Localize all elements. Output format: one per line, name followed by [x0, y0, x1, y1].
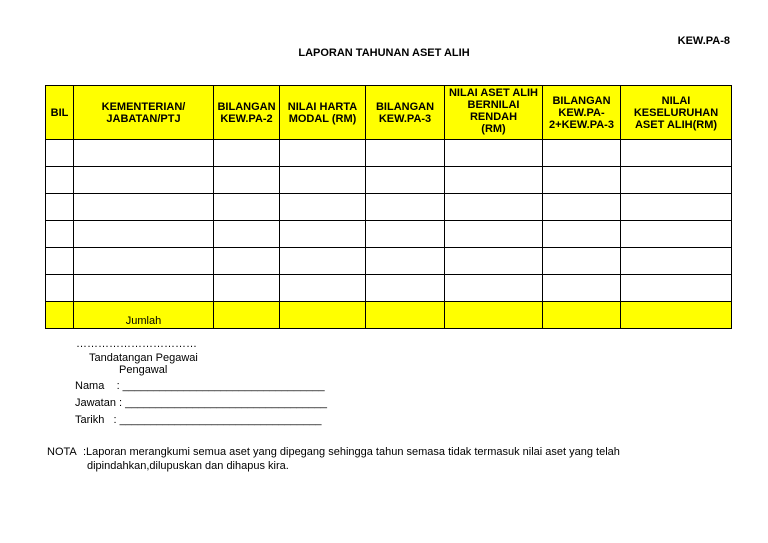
table-cell[interactable]: [46, 275, 74, 302]
table-cell[interactable]: [366, 167, 445, 194]
table-cell[interactable]: [74, 167, 214, 194]
table-cell[interactable]: [445, 194, 543, 221]
header-nilai-keseluruhan: NILAI KESELURUHAN ASET ALIH(RM): [621, 86, 732, 140]
table-cell[interactable]: [280, 140, 366, 167]
table-cell[interactable]: [445, 221, 543, 248]
signature-dots: ……………………………: [76, 338, 197, 350]
nama-field[interactable]: Nama : _________________________________: [75, 380, 325, 392]
total-cell-bil: [46, 302, 74, 329]
total-label: Jumlah: [125, 315, 162, 327]
header-bilangan-pa3: BILANGAN KEW.PA-3: [366, 86, 445, 140]
header-kementerian: KEMENTERIAN/ JABATAN/PTJ: [74, 86, 214, 140]
table-cell[interactable]: [46, 221, 74, 248]
total-cell[interactable]: [214, 302, 280, 329]
table-cell[interactable]: [445, 275, 543, 302]
note-line-1: :Laporan merangkumi semua aset yang dipegang sehingga tahun semasa tidak termasuk nilai aset yang telah: [83, 446, 620, 458]
table-cell[interactable]: [543, 275, 621, 302]
table-row: [46, 221, 732, 248]
table-cell[interactable]: [621, 194, 732, 221]
note-line-2: dipindahkan,dilupuskan dan dihapus kira.: [87, 460, 289, 472]
header-bilangan-total: BILANGAN KEW.PA- 2+KEW.PA-3: [543, 86, 621, 140]
table-cell[interactable]: [621, 140, 732, 167]
table-row: [46, 194, 732, 221]
table-cell[interactable]: [366, 221, 445, 248]
table-cell[interactable]: [74, 221, 214, 248]
header-row: [46, 86, 732, 140]
table-cell[interactable]: [214, 167, 280, 194]
table-cell[interactable]: [280, 194, 366, 221]
table-cell[interactable]: [46, 140, 74, 167]
table-cell[interactable]: [74, 275, 214, 302]
total-cell[interactable]: [280, 302, 366, 329]
table-cell[interactable]: [543, 167, 621, 194]
table-cell[interactable]: [366, 275, 445, 302]
table-cell[interactable]: [543, 248, 621, 275]
table-cell[interactable]: [280, 167, 366, 194]
table-cell[interactable]: [445, 140, 543, 167]
total-cell[interactable]: [621, 302, 732, 329]
header-nilai-harta: NILAI HARTA MODAL (RM): [280, 86, 366, 140]
page-title: LAPORAN TAHUNAN ASET ALIH: [298, 47, 470, 59]
table-cell[interactable]: [621, 275, 732, 302]
table-cell[interactable]: [74, 140, 214, 167]
total-cell-label: [74, 302, 214, 329]
header-bilangan-pa2: BILANGAN KEW.PA-2: [214, 86, 280, 140]
signature-label-role: Pengawal: [119, 364, 168, 376]
tarikh-field[interactable]: Tarikh : _________________________________: [75, 414, 322, 426]
table-cell[interactable]: [214, 275, 280, 302]
table-cell[interactable]: [621, 167, 732, 194]
table-cell[interactable]: [214, 194, 280, 221]
table-cell[interactable]: [280, 248, 366, 275]
table-cell[interactable]: [46, 194, 74, 221]
table-cell[interactable]: [543, 221, 621, 248]
table-row: [46, 167, 732, 194]
total-cell[interactable]: [543, 302, 621, 329]
total-row: [46, 302, 732, 329]
table-cell[interactable]: [46, 248, 74, 275]
header-bil: BIL: [46, 86, 74, 140]
table-cell[interactable]: [621, 248, 732, 275]
table-body: [46, 140, 732, 329]
signature-label: Tandatangan Pegawai: [89, 352, 198, 364]
header-nilai-rendah: NILAI ASET ALIH BERNILAI RENDAH (RM): [445, 86, 543, 140]
table-row: [46, 248, 732, 275]
table-cell[interactable]: [214, 221, 280, 248]
jawatan-field[interactable]: Jawatan : _________________________________: [75, 397, 328, 409]
table-cell[interactable]: [74, 248, 214, 275]
table-cell[interactable]: [46, 167, 74, 194]
note-prefix: NOTA: [47, 446, 77, 458]
table-cell[interactable]: [445, 248, 543, 275]
table-cell[interactable]: [543, 194, 621, 221]
table-cell[interactable]: [543, 140, 621, 167]
table-cell[interactable]: [74, 194, 214, 221]
total-cell[interactable]: [445, 302, 543, 329]
total-cell[interactable]: [366, 302, 445, 329]
table-row: [46, 275, 732, 302]
table-cell[interactable]: [280, 275, 366, 302]
table-cell[interactable]: [214, 140, 280, 167]
asset-report-table: [45, 85, 732, 329]
table-cell[interactable]: [366, 194, 445, 221]
table-cell[interactable]: [445, 167, 543, 194]
form-code: KEW.PA-8: [677, 35, 730, 47]
table-cell[interactable]: [280, 221, 366, 248]
table-cell[interactable]: [621, 221, 732, 248]
table-cell[interactable]: [366, 140, 445, 167]
table-row: [46, 140, 732, 167]
table-cell[interactable]: [214, 248, 280, 275]
table-cell[interactable]: [366, 248, 445, 275]
